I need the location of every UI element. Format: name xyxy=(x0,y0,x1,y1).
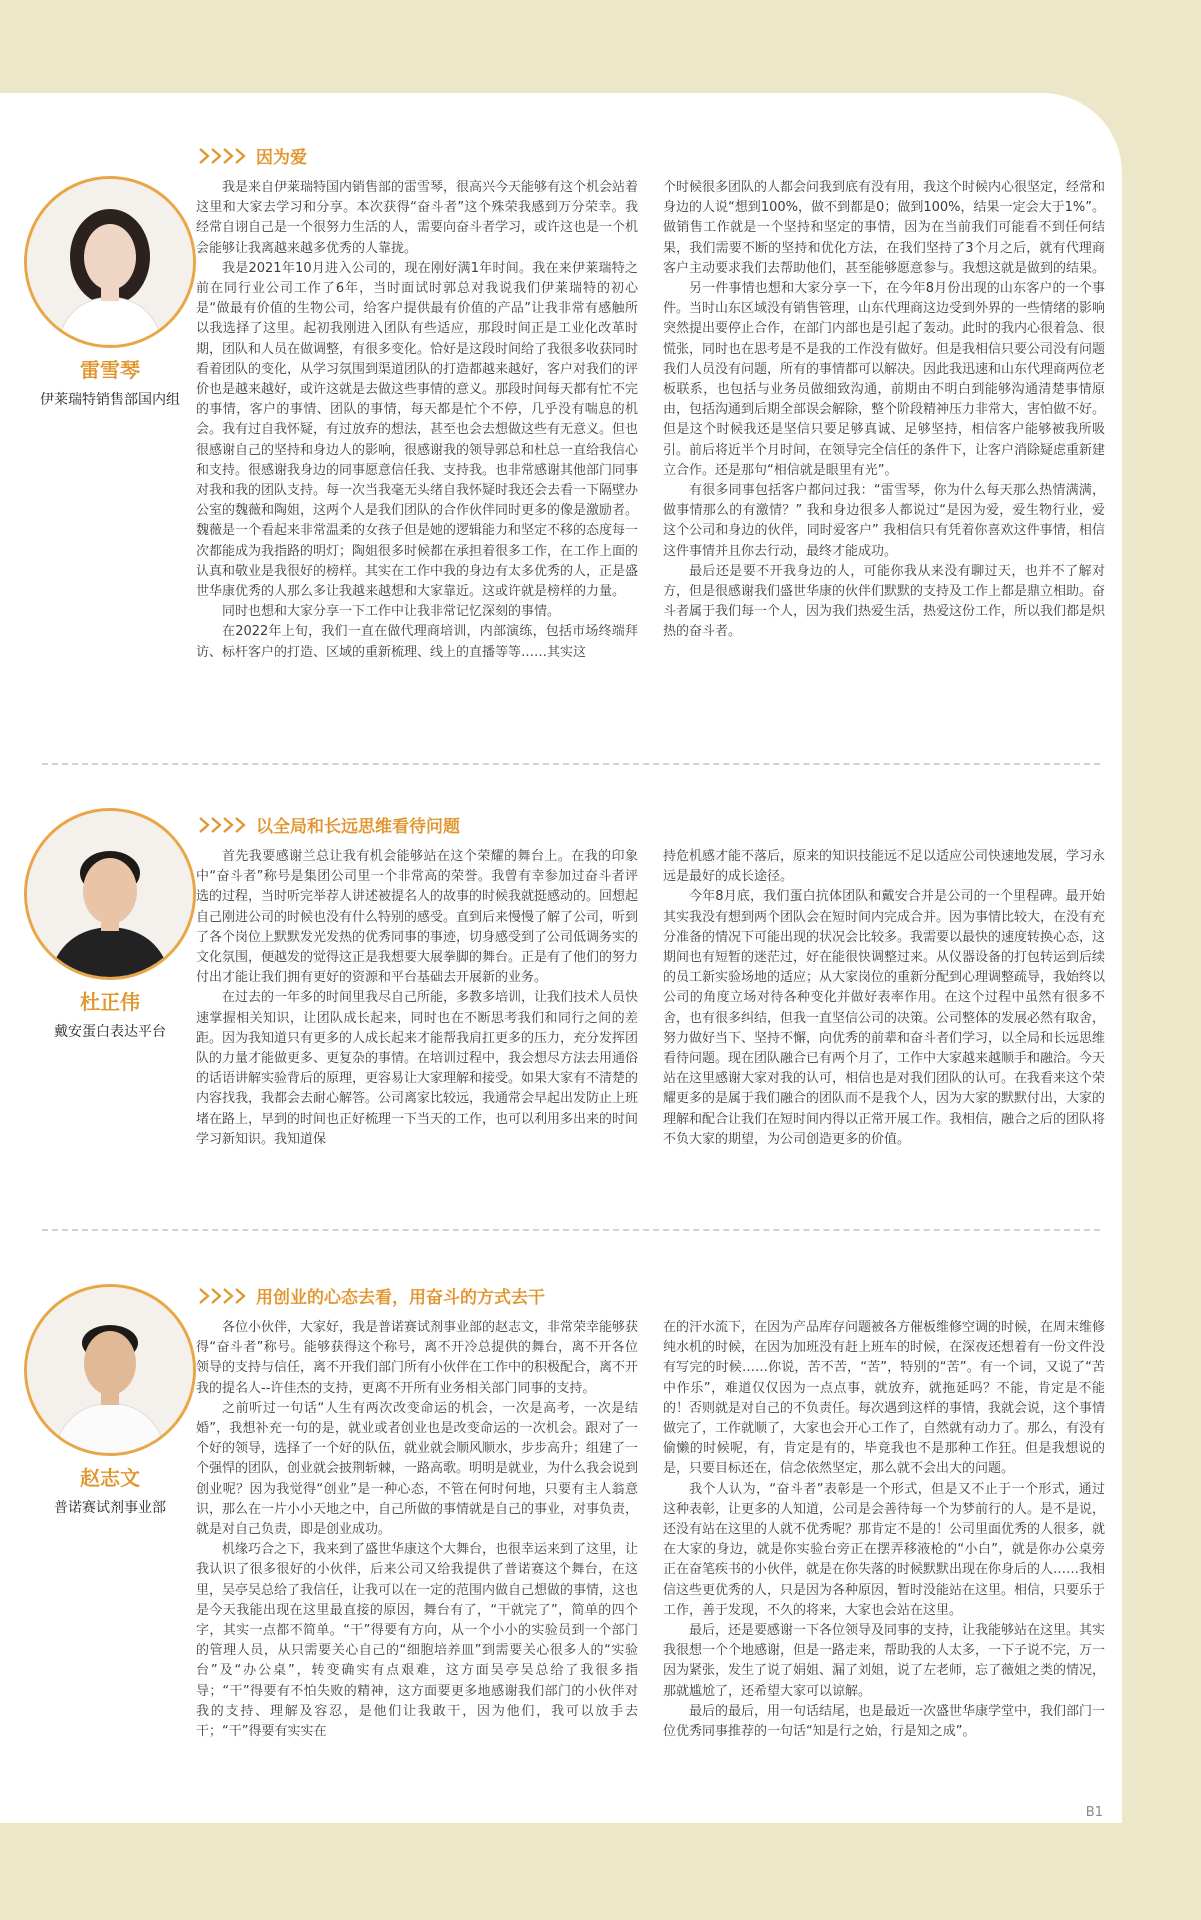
portrait-icon xyxy=(27,1287,193,1453)
paragraph: 另一件事情也想和大家分享一下，在今年8月份出现的山东客户的一个事件。当时山东区域没有销售管理，山东代理商这边受到外界的一些情绪的影响突然提出要停止合作，在部门内部也是引起了轰动。此时的我内心很着急、很慌张，同时也在思考是不是我的工作没有做好。但是我相信只要公司没有问题我们人员没有问题，所有的事情都可以解决。因此我迅速和山东代理商两位老板联系，也包括与业务员做细致沟通，前期由不明白到能够沟通清楚事情原由，包括沟通到后期全部误会解除，整个阶段精神压力非常大，害怕做不好。但是这个时候我还是坚信只要足够真诚、足够坚持，相信客户能够被我所吸引。前后将近半个月时间，在领导完全信任的条件下，让客户消除疑虑重新建立合作。还是那句“相信就是眼里有光”。 xyxy=(663,281,1106,478)
paragraph: 我是2021年10月进入公司的，现在刚好满1年时间。我在来伊莱瑞特之前在同行业公司工作了6年，当时面试时郭总对我说我们伊莱瑞特的初心是“做最有价值的生物公司，给客户提供最有价值的产品”让我非常有感触所以我选择了这里。起初我刚进入团队有些适应，那段时间正是工业化改革时期，团队和人员在做调整，有很多变化。恰好是这段时间给了我很多收获同时看着团队的变化，从学习氛围到渠道团队的打造都越来越好，客户对我们的评价也是越来越好，或许这就是去做这些事情的意义。那段时间每天都有忙不完的事情，客户的事情、团队的事情，每天都是忙个不停，几乎没有喘息的机会。我有过自我怀疑，有过放弃的想法，甚至也会去想做这些有无意义。但也很感谢自己的坚持和身边人的影响，很感谢我的领导郭总和杜总一直给我信心和支持。很感谢我身边的同事愿意信任我、支持我。也非常感谢其他部门同事对我和我的团队支持。每一次当我毫无头绪自我怀疑时我还会去看一下隔壁办公室的魏薇和陶姐，这两个人是我们团队的合作伙伴同时更多的像是激励者。魏薇是一个看起来非常温柔的女孩子但是她的逻辑能力和坚定不移的态度每一次都能成为我指路的明灯；陶姐很多时候都在承担着很多工作，在工作上面的认真和敬业是我很好的榜样。其实在工作中我的身边有太多优秀的人，正是盛世华康优秀的人那么多让我越来越想和大家靠近。这或许就是榜样的力量。 xyxy=(196,260,639,600)
avatar xyxy=(24,176,196,348)
section-title: 用创业的心态去看，用奋斗的方式去干 xyxy=(256,1288,545,1308)
paragraph: 各位小伙伴，大家好，我是普诺赛试剂事业部的赵志文，非常荣幸能够获得“奋斗者”称号。能够获得这个称号，离不开冷总提供的舞台，离不开各位领导的支持与信任，离不开我们部门所有小伙伴在工作中的积极配合，离不开我的提名人--许佳杰的支持，更离不开所有业务相关部门同事的支持。 xyxy=(196,1320,639,1396)
paragraph: 最后还是要不开我身边的人，可能你我从来没有聊过天，也并不了解对方，但是很感谢我们盛世华康的伙伴们默默的支持及工作上都是鼎立相助。奋斗者属于我们每一个人，因为我们热爱生活，热爱这份工作，所以我们都是炽热的奋斗者。 xyxy=(663,563,1106,640)
paragraph: 我是来自伊莱瑞特国内销售部的雷雪琴，很高兴今天能够有这个机会站着这里和大家去学习和分享。本次获得“奋斗者”这个殊荣我感到万分荣幸。我经常自诩自己是一个很努力生活的人，需要向奋斗者学习，或许这也是一个机会能够让我离越来越多优秀的人靠拢。 xyxy=(196,180,639,256)
paragraph: 有很多同事包括客户都问过我：“雷雪琴，你为什么每天那么热情满满，做事情那么的有激情？” 我和身边很多人都说过“是因为爱，爱生物行业，爱这个公司和身边的伙伴，同时爱客户” 我相信只有凭着你喜欢这件事情，相信这件事情并且你去行动，最终才能成功。 xyxy=(663,483,1105,559)
paragraph: 我个人认为，“奋斗者”表彰是一个形式，但是又不止于一个形式，通过这种表彰，让更多的人知道，公司是会善待每一个为梦前行的人。是不是说，还没有站在这里的人就不优秀呢？那肯定不是的！公司里面优秀的人很多，就在大家的身边，就是你实验台旁正在摆弄移液枪的“小白”，就是你办公桌旁正在奋笔疾书的小伙伴，就是在你失落的时候默默出现在你身后的人……我相信这些更优秀的人，只是因为各种原因，暂时没能站在这里。相信，只要乐于工作，善于发现，不久的将来，大家也会站在这里。 xyxy=(663,1481,1106,1618)
section-heading xyxy=(198,1283,545,1308)
person-name: 雷雪琴 xyxy=(80,358,140,382)
chevrons-icon xyxy=(198,1287,246,1305)
text-column-left xyxy=(196,847,638,1150)
divider xyxy=(42,1229,1100,1231)
paragraph: 今年8月底，我们蛋白抗体团队和戴安合并是公司的一个里程碑。最开始其实我没有想到两个团队会在短时间内完成合并。因为事情比较大，在没有充分准备的情况下可能出现的状况会比较多。我需要以最快的速度转换心态，这期间也有短暂的迷茫过，好在能很快调整过来。从仪器设备的打包转运到后续的员工新实验场地的适应；从大家岗位的重新分配到心理调整疏导，我始终以公司的角度立场对待各种变化并做好表率作用。在这个过程中虽然有很多不舍，也有很多纠结，但我一直坚信公司的决策。公司整体的发展必然有取舍，努力做好当下、坚持不懈，向优秀的前辈和奋斗者们学习，以全局和长远思维看待问题。现在团队融合已有两个月了，工作中大家越来越顺手和融洽。今天站在这里感谢大家对我的认可，相信也是对我们团队的认可。在我看来这个荣耀更多的是属于我们融合的团队而不是我个人，因为大家的默默付出，大家的理解和配合让我们在短时间内得以正常开展工作。我相信，融合之后的团队将不负大家的期望，为公司创造更多的价值。 xyxy=(663,889,1106,1147)
paragraph: 最后，还是要感谢一下各位领导及同事的支持，让我能够站在这里。其实我很想一个个地感谢，但是一路走来，帮助我的人太多，一下子说不完，万一因为紧张，发生了说了娟姐、漏了刘姐，说了左老师，忘了薇姐之类的情况，那就尴尬了，还希望大家可以谅解。 xyxy=(663,1623,1106,1699)
divider xyxy=(42,763,1100,765)
section-title: 以全局和长远思维看待问题 xyxy=(256,817,460,837)
text-column-left xyxy=(196,178,638,663)
profile-2 xyxy=(10,808,210,1041)
person-department: 普诺赛试剂事业部 xyxy=(54,1500,166,1516)
text-column-right xyxy=(663,847,1105,1150)
person-department: 伊莱瑞特销售部国内组 xyxy=(40,392,180,408)
text-column-right xyxy=(663,178,1105,643)
person-department: 戴安蛋白表达平台 xyxy=(54,1024,166,1040)
chevrons-icon xyxy=(198,147,246,165)
profile-1 xyxy=(10,176,210,409)
paragraph: 个时候很多团队的人都会问我到底有没有用，我这个时候内心很坚定，经常和身边的人说“想到100%，做不到都是0；做到100%，结果一定会大于1%”。做销售工作就是一个坚持和坚定的事情，因为在当前我们可能看不到任何结果，我们需要不断的坚持和优化方法，在我们坚持了3个月之后，就有代理商客户主动要求我们去帮助他们，甚至能够愿意参与。我想这就是做到的结果。 xyxy=(663,180,1106,276)
avatar xyxy=(24,1284,196,1456)
portrait-icon xyxy=(27,811,193,977)
paragraph: 机缘巧合之下，我来到了盛世华康这个大舞台，也很幸运来到了这里，让我认识了很多很好的小伙伴，后来公司又给我提供了普诺赛这个舞台，在这里，吴亭吴总给了我信任，让我可以在一定的范围内做自己想做的事情，这也是今天我能出现在这里最直接的原因，舞台有了，“干就完了”，简单的四个字，其实一点都不简单。“干”得要有方向，从一个小小的实验员到一个部门的管理人员，从只需要关心自己的“细胞培养皿”到需要关心很多人的“实验台”及“办公桌”，转变确实有点艰难，这方面吴亭吴总给了我很多指导；“干”得要有不怕失败的精神，这方面要更多地感谢我们部门的小伙伴对我的支持、理解及容忍，是他们让我敢干，因为他们，我可以放手去干；“干”得要有实实在 xyxy=(196,1542,639,1740)
paragraph: 同时也想和大家分享一下工作中让我非常记忆深刻的事情。 xyxy=(222,604,561,620)
section-heading xyxy=(198,812,460,837)
paragraph: 在的汗水流下，在因为产品库存问题被各方催板维修空调的时候，在周末维修纯水机的时候，在因为加班没有赶上班车的时候，在深夜还想着有一份文件没有写完的时候……你说，苦不苦，“苦”，特别的“苦”。有一个词，又说了“苦中作乐”，难道仅仅因为一点点事，就放弃，就拖延吗？不能，肯定是不能的！否则就是对自己的不负责任。每次遇到这样的事情，我就会说，这个事情做完了，工作就顺了，大家也会开心工作了，自然就有动力了。那么，有没有偷懒的时候呢，有，肯定是有的，毕竟我也不是那种工作狂。但是我想说的是，只要目标还在，信念依然坚定，那么就不会出大的问题。 xyxy=(663,1320,1106,1477)
paragraph: 持危机感才能不落后，原来的知识技能远不足以适应公司快速地发展，学习永远是最好的成长途径。 xyxy=(663,849,1106,885)
page-number: B1 xyxy=(1085,1805,1103,1820)
paragraph: 在过去的一年多的时间里我尽自己所能，多教多培训，让我们技术人员快速掌握相关知识，让团队成长起来，同时也在不断思考我们和同行之间的差距。因为我知道只有更多的人成长起来才能帮我肩扛更多的压力，充分发挥团队的力量才能做更多、更复杂的事情。在培训过程中，我会想尽方法去用通俗的话语讲解实验背后的原理，更容易让大家理解和接受。如果大家有不清楚的内容找我，我都会去耐心解答。公司离家比较远，我通常会早起出发防止上班堵在路上，早到的时间也正好梳理一下当天的工作，也可以利用多出来的时间学习新知识。我知道保 xyxy=(196,990,639,1147)
paragraph: 最后的最后，用一句话结尾，也是最近一次盛世华康学堂中，我们部门一位优秀同事推荐的一句话“知是行之始，行是知之成”。 xyxy=(663,1703,1106,1740)
profile-3 xyxy=(10,1284,210,1517)
text-column-right xyxy=(663,1318,1105,1742)
section-heading xyxy=(198,143,307,168)
chevrons-icon xyxy=(198,816,246,834)
person-name: 杜正伟 xyxy=(80,990,140,1014)
paragraph: 在2022年上旬，我们一直在做代理商培训，内部演练，包括市场终端拜访、标杆客户的打造、区域的重新梳理、线上的直播等等……其实这 xyxy=(196,624,638,660)
section-title: 因为爱 xyxy=(256,148,307,168)
portrait-icon xyxy=(27,179,193,345)
person-name: 赵志文 xyxy=(80,1466,140,1490)
text-column-left xyxy=(196,1318,638,1742)
avatar xyxy=(24,808,196,980)
paragraph: 首先我要感谢兰总让我有机会能够站在这个荣耀的舞台上。在我的印象中“奋斗者”称号是集团公司里一个非常高的荣誉。我曾有幸参加过奋斗者评选的过程，当时听完举荐人讲述被提名人的故事的时候我就挺感动的。回想起自己刚进公司的时候也没有什么特别的感受。直到后来慢慢了解了公司，听到了各个岗位上默默发光发热的优秀同事的事迹，切身感受到了公司低调务实的文化氛围，便越发的觉得这正是我想要大展拳脚的舞台。正是有了他们的努力付出才能让我们拥有更好的资源和平台基础去开展新的业务。 xyxy=(196,849,639,986)
paragraph: 之前听过一句话“人生有两次改变命运的机会，一次是高考，一次是结婚”，我想补充一句的是，就业或者创业也是改变命运的一次机会。跟对了一个好的领导，选择了一个好的队伍，就业就会顺风顺水，步步高升；组建了一个强悍的团队，创业就会披荆斩棘，一路高歌。明明是就业，为什么我会说到创业呢？因为我觉得“创业”是一种心态，不管在何时何地，只要有主人翁意识，那么在一片小小天地之中，自己所做的事情就是自己的事业，对事负责，就是对自己负责，即是创业成功。 xyxy=(196,1400,639,1538)
